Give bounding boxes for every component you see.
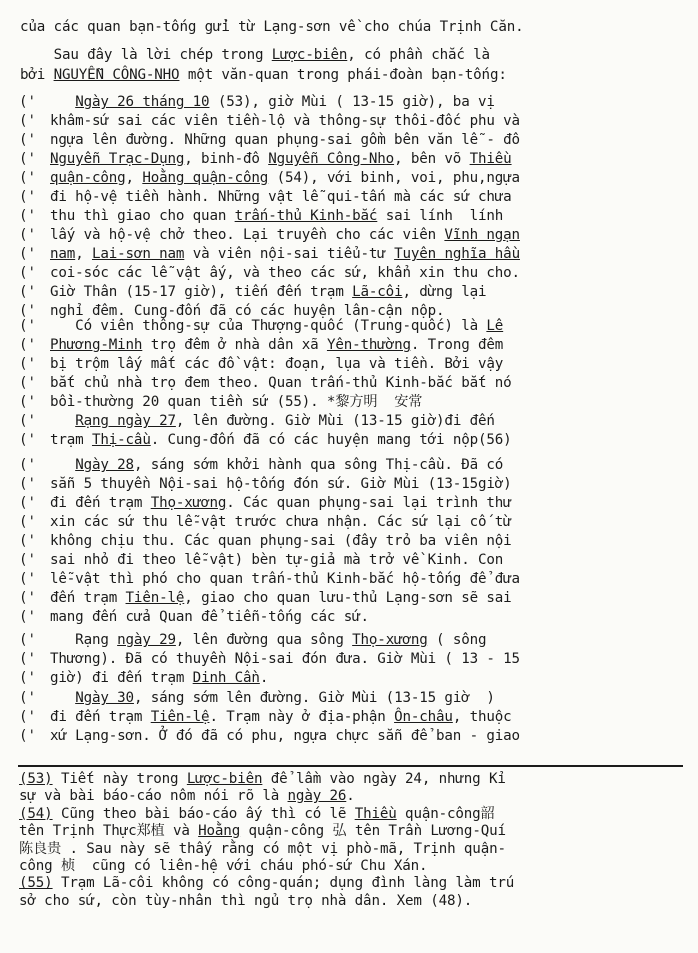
text-run: Giờ Thân (15-17 giờ), tiến đến trạm bbox=[50, 284, 353, 300]
quote-marker: (' bbox=[19, 375, 37, 391]
quote-marker: (' bbox=[19, 609, 37, 625]
text-run: nghỉ đêm. Cung-đốn đã có các huyện lân-cận nộp. bbox=[50, 303, 445, 319]
text-run bbox=[50, 690, 75, 706]
intro-line bbox=[20, 47, 490, 64]
quote-marker: (' bbox=[19, 170, 37, 186]
text-run: mang đến cửa Quan để tiễn-tống các sứ. bbox=[50, 609, 369, 625]
text-run: lấy và hộ-vệ chở theo. Lại truyền cho các viên bbox=[50, 227, 445, 243]
quote-marker: (' bbox=[19, 457, 37, 473]
quote-marker: (' bbox=[19, 246, 37, 262]
footnote-line bbox=[19, 771, 506, 788]
quoted-text-line bbox=[50, 208, 503, 225]
quoted-text-line bbox=[50, 514, 512, 531]
text-run: 陈良贵 . Sau này sẽ thấy rằng có một vị phò-mã, Trịnh quận- bbox=[19, 840, 506, 857]
quote-marker: (' bbox=[19, 208, 37, 224]
quote-marker: (' bbox=[19, 552, 37, 568]
underlined-term: Ngày 26 tháng 10 bbox=[75, 94, 210, 110]
text-run: Cũng theo bài báo-cáo ấy thì có lẽ bbox=[52, 805, 355, 822]
quoted-text-line bbox=[50, 413, 495, 430]
underlined-term: Ngày 28 bbox=[75, 457, 134, 473]
text-run: không chịu thu. Các quan phụng-sai (đây trỏ ba viên nội bbox=[50, 533, 512, 549]
quote-marker: (' bbox=[19, 318, 37, 334]
text-run: lễ-vật thì phó cho quan trấn-thủ Kinh-bắc hộ-tống để đưa bbox=[50, 571, 520, 587]
footnote-line bbox=[19, 823, 506, 840]
text-run: Rạng bbox=[50, 632, 118, 648]
footnote-line bbox=[19, 788, 355, 805]
quoted-text-line bbox=[50, 533, 512, 550]
text-run: Tiết này trong bbox=[52, 771, 187, 787]
underlined-term: Phương-Minh bbox=[50, 337, 143, 353]
text-run: xin các sứ thu lễ-vật trước chưa nhận. Các sứ lại cố từ bbox=[50, 514, 512, 530]
quote-marker: (' bbox=[19, 284, 37, 300]
quoted-text-line bbox=[50, 170, 520, 187]
quote-marker: (' bbox=[19, 533, 37, 549]
underlined-term: Hoằng quận-công bbox=[142, 170, 269, 186]
text-run: (53), giờ Mùi ( 13-15 giờ), ba vị bbox=[209, 94, 495, 110]
text-run: giờ) đi đến trạm bbox=[50, 670, 193, 686]
quote-marker: (' bbox=[19, 189, 37, 205]
text-run: bởi bbox=[20, 67, 54, 83]
text-run: sẵn 5 thuyền Nội-sai hộ-tống đón sứ. Giờ Mùi (13-15giờ) bbox=[50, 476, 512, 492]
text-run: quận-công 弘 tên Trần Lương-Quí bbox=[240, 823, 506, 840]
quote-marker: (' bbox=[19, 728, 37, 744]
quoted-text-line bbox=[50, 113, 520, 130]
quote-marker: (' bbox=[19, 476, 37, 492]
quote-marker: (' bbox=[19, 151, 37, 167]
text-run: xứ Lạng-sơn. Ở đó đã có phu, ngựa chực sẵn để ban - giao bbox=[50, 728, 520, 744]
footnote-line bbox=[19, 893, 472, 910]
quoted-text-line bbox=[50, 670, 268, 687]
text-run: trọ đêm ở nhà dân xã bbox=[142, 337, 327, 353]
text-run bbox=[50, 457, 75, 473]
underlined-term: Yên-thường bbox=[326, 337, 411, 353]
quote-marker: (' bbox=[19, 495, 37, 511]
underlined-term: Hoằng bbox=[198, 823, 241, 840]
underlined-term: Tiên-lệ bbox=[125, 590, 185, 606]
quoted-text-line bbox=[50, 356, 503, 373]
text-run: sai nhỏ đi theo lễ-vật) bèn tự-giả mà trở về Kinh. Con bbox=[50, 552, 504, 568]
text-run: sai lính lính bbox=[377, 208, 504, 224]
quote-marker: (' bbox=[19, 113, 37, 129]
quoted-text-line bbox=[50, 284, 486, 301]
underlined-term: Thiều bbox=[469, 151, 512, 167]
text-run: ( sông bbox=[427, 632, 487, 648]
quote-marker: (' bbox=[19, 632, 37, 648]
underlined-term: Thị-cầu bbox=[91, 432, 151, 448]
intro-line bbox=[20, 19, 524, 36]
quote-marker: (' bbox=[19, 590, 37, 606]
quoted-text-line bbox=[50, 590, 512, 607]
text-run: , dừng lại bbox=[402, 284, 487, 300]
quote-marker: (' bbox=[19, 514, 37, 530]
text-run: tên Trịnh Thực郑植 và bbox=[19, 823, 199, 840]
quote-marker: (' bbox=[19, 265, 37, 281]
quoted-text-line bbox=[50, 432, 512, 449]
quote-marker: (' bbox=[19, 690, 37, 706]
text-run: , lên đường. Giờ Mùi (13-15 giờ)đi đến bbox=[175, 413, 495, 429]
footnote-line bbox=[19, 875, 514, 892]
text-run: để lầm vào ngày 24, nhưng Kỉ bbox=[262, 771, 506, 787]
quote-marker: (' bbox=[19, 651, 37, 667]
underlined-term: trấn-thủ Kinh-bắc bbox=[234, 208, 378, 224]
quoted-text-line bbox=[50, 132, 520, 149]
text-run bbox=[50, 94, 75, 110]
text-run: (54), với binh, voi, phu,ngựa bbox=[268, 170, 520, 186]
text-run: và viên nội-sai tiểu-tư bbox=[184, 246, 395, 262]
underlined-term: Nguyễn Công-Nho bbox=[268, 151, 395, 167]
quoted-text-line bbox=[50, 495, 512, 512]
quoted-text-line bbox=[50, 632, 486, 649]
underlined-term: (55) bbox=[19, 875, 53, 892]
text-run: ngựa lên đường. Những quan phụng-sai gồm bên văn lễ - đô bbox=[50, 132, 520, 148]
quoted-text-line bbox=[50, 690, 495, 707]
quote-marker: (' bbox=[19, 303, 37, 319]
underlined-term: Ngày 30 bbox=[75, 690, 134, 706]
intro-line bbox=[20, 67, 507, 84]
text-run: Trạm Lã-côi không có công-quán; dụng đình làng làm trú bbox=[52, 875, 515, 892]
text-run: . bbox=[259, 670, 269, 686]
text-run: đến trạm bbox=[50, 590, 126, 606]
underlined-term: Dinh Cần bbox=[192, 670, 260, 686]
text-run: , bbox=[75, 246, 92, 262]
quote-marker: (' bbox=[19, 413, 37, 429]
text-run: sự và bài báo-cáo nôm nói rõ là bbox=[19, 788, 288, 805]
text-run: Sau đây là lời chép trong bbox=[20, 47, 272, 63]
text-run: . bbox=[346, 788, 355, 805]
quoted-text-line bbox=[50, 151, 512, 168]
quoted-text-line bbox=[50, 394, 422, 411]
quote-marker: (' bbox=[19, 356, 37, 372]
text-run: bồi-thường 20 quan tiền sứ (55). *黎方明 安常 bbox=[50, 394, 423, 410]
text-run: đi hộ-vệ tiền hành. Những vật lễ qui-tấn mà các sứ chưa bbox=[50, 189, 512, 205]
quote-marker: (' bbox=[19, 432, 37, 448]
text-run bbox=[50, 413, 75, 429]
underlined-term: quận-công bbox=[50, 170, 126, 186]
text-run: . Trạm này ở địa-phận bbox=[209, 709, 395, 725]
quoted-text-line bbox=[50, 189, 512, 206]
quote-marker: (' bbox=[19, 394, 37, 410]
text-run: trạm bbox=[50, 432, 92, 448]
footnote-line bbox=[19, 806, 495, 823]
text-run: . Trong đêm bbox=[410, 337, 504, 353]
underlined-term: Thọ-xương bbox=[150, 495, 227, 511]
underlined-term: Rạng ngày 27 bbox=[75, 413, 176, 429]
text-run: , lên đường qua sông bbox=[175, 632, 353, 648]
underlined-term: Thọ-xương bbox=[352, 632, 428, 648]
underlined-term: Lược-biên bbox=[271, 47, 348, 63]
quote-marker: (' bbox=[19, 132, 37, 148]
quoted-text-line bbox=[50, 94, 495, 111]
text-run: coi-sóc các lễ vật ấy, và theo các sứ, khẩn xin thu cho. bbox=[50, 265, 520, 281]
underlined-term: Tuyên nghĩa hầu bbox=[394, 246, 520, 262]
underlined-term: NGUYỄN CÔNG-NHO bbox=[53, 67, 180, 83]
underlined-term: ngày 29 bbox=[117, 632, 176, 648]
text-run: sở cho sứ, còn tùy-nhân thì ngủ trọ nhà dân. Xem (48). bbox=[19, 892, 473, 909]
quoted-text-line bbox=[50, 265, 520, 282]
text-run: thu thì giao cho quan bbox=[50, 208, 235, 224]
quoted-text-line bbox=[50, 227, 520, 244]
underlined-term: (54) bbox=[19, 805, 53, 822]
text-run: đi đến trạm bbox=[50, 709, 151, 725]
underlined-term: Ôn-châu bbox=[394, 709, 453, 725]
quote-marker: (' bbox=[19, 337, 37, 353]
underlined-term: Vĩnh ngạn bbox=[444, 227, 520, 243]
quoted-text-line bbox=[50, 246, 520, 263]
underlined-term: Lã-côi bbox=[352, 284, 403, 300]
text-run: Thương). Đã có thuyền Nội-sai đón đưa. Giờ Mùi ( 13 - 15 bbox=[50, 651, 520, 667]
quoted-text-line bbox=[50, 375, 512, 392]
text-run: , bbox=[125, 170, 143, 186]
text-run: , binh-đô bbox=[184, 151, 269, 167]
quoted-text-line bbox=[50, 728, 520, 745]
text-run: , sáng sớm khởi hành qua sông Thị-cầu. Đã có bbox=[133, 457, 504, 473]
text-run: một văn-quan trong phái-đoàn bạn-tống: bbox=[179, 67, 507, 83]
underlined-term: Nguyễn Trạc-Dụng bbox=[50, 151, 185, 167]
quoted-text-line bbox=[50, 651, 520, 668]
underlined-term: ngày 26 bbox=[287, 788, 347, 805]
text-run: bắt chủ nhà trọ đem theo. Quan trấn-thủ Kinh-bắc bắt nó bbox=[50, 375, 512, 391]
quote-marker: (' bbox=[19, 709, 37, 725]
quoted-text-line bbox=[50, 609, 369, 626]
text-run: . Cung-đốn đã có các huyện mang tới nộp(56) bbox=[150, 432, 512, 448]
footnote-line bbox=[19, 841, 506, 858]
text-run: , bên võ bbox=[394, 151, 470, 167]
text-run: . Các quan phụng-sai lại trình thư bbox=[226, 495, 512, 511]
underlined-term: nam bbox=[50, 246, 76, 262]
quote-marker: (' bbox=[19, 94, 37, 110]
quoted-text-line bbox=[50, 476, 512, 493]
quoted-text-line bbox=[50, 709, 512, 726]
text-run: bị trộm lấy mất các đồ vật: đoạn, lụa và tiền. Bởi vậy bbox=[50, 356, 504, 372]
quoted-text-line bbox=[50, 457, 503, 474]
text-run: khâm-sứ sai các viên tiền-lộ và thông-sự thôi-đốc phu và bbox=[50, 113, 520, 129]
underlined-term: Lai-sơn nam bbox=[91, 246, 185, 262]
quoted-text-line bbox=[50, 571, 520, 588]
text-run: công 桢 cũng có liên-hệ với cháu phó-sứ Chu Xán. bbox=[19, 858, 428, 874]
text-run: , thuộc bbox=[452, 709, 512, 725]
underlined-term: Thiều bbox=[354, 805, 397, 822]
underlined-term: (53) bbox=[19, 771, 53, 787]
text-run: , giao cho quan lưu-thủ Lạng-sơn sẽ sai bbox=[184, 590, 512, 606]
quote-marker: (' bbox=[19, 227, 37, 243]
text-run: Có viên thông-sự của Thượng-quốc (Trung-quốc) là bbox=[50, 318, 487, 334]
footnote-line bbox=[19, 858, 427, 875]
text-run: của các quan bạn-tống gửi từ Lạng-sơn về cho chúa Trịnh Căn. bbox=[20, 19, 524, 35]
quoted-text-line bbox=[50, 337, 503, 354]
text-run: đi đến trạm bbox=[50, 495, 151, 511]
footnote-divider bbox=[18, 765, 683, 767]
text-run: , sáng sớm lên đường. Giờ Mùi (13-15 giờ ) bbox=[133, 690, 495, 706]
quoted-text-line bbox=[50, 318, 503, 335]
underlined-term: Tiên-lệ bbox=[150, 709, 210, 725]
quote-marker: (' bbox=[19, 571, 37, 587]
underlined-term: Lược-biên bbox=[186, 771, 263, 787]
text-run: quận-công韶 bbox=[396, 805, 495, 822]
quoted-text-line bbox=[50, 552, 503, 569]
text-run: , có phần chắc là bbox=[347, 47, 490, 63]
underlined-term: Lê bbox=[486, 318, 504, 334]
quote-marker: (' bbox=[19, 670, 37, 686]
